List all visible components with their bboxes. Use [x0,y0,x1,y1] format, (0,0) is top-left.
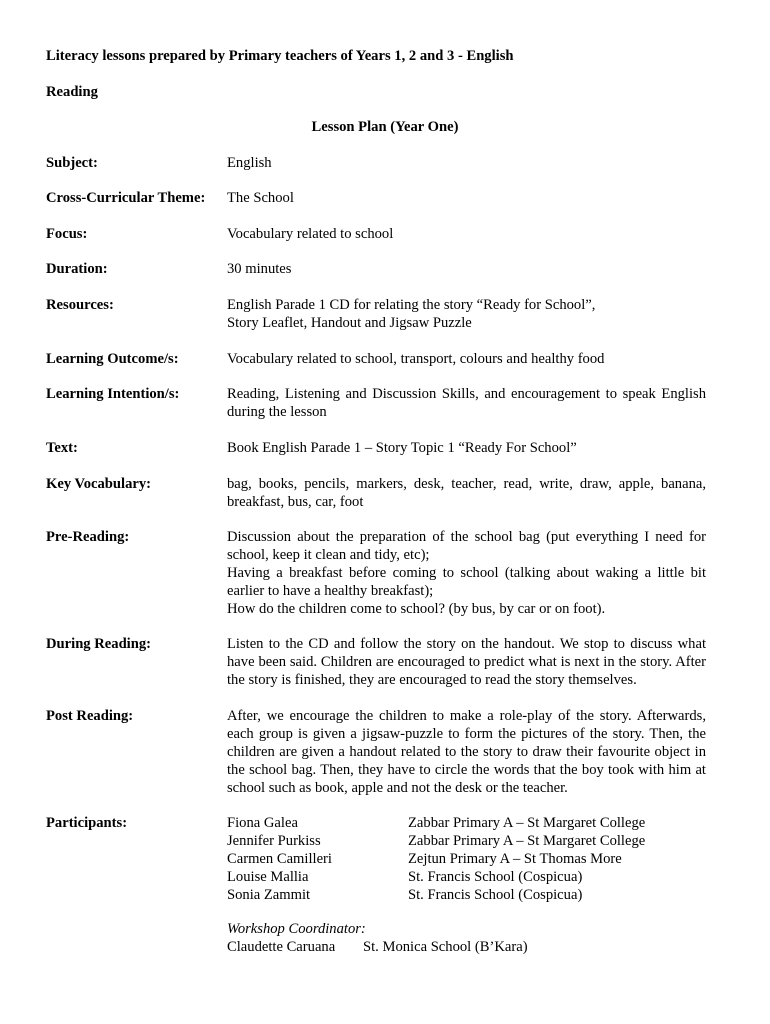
field-value: Vocabulary related to school, transport, colours and healthy food [227,351,605,367]
participant-school: St. Francis School (Cospicua) [408,869,583,885]
participant-name: Louise Mallia [227,869,309,885]
coordinator-name: Claudette Caruana [227,939,336,955]
field-label: During Reading: [46,636,152,652]
lesson-plan-title: Lesson Plan (Year One) [311,119,459,135]
field-value: 30 minutes [227,261,292,277]
field-value: Book English Parade 1 – Story Topic 1 “Ready For School” [227,440,577,456]
coordinator-row [227,938,707,956]
participant-row [227,868,707,886]
field-value [227,528,706,618]
participant-school: Zabbar Primary A – St Margaret College [408,815,646,831]
workshop-coordinator [227,920,707,956]
participant-school: Zabbar Primary A – St Margaret College [408,833,646,849]
field-label: Cross-Curricular Theme: [46,190,206,206]
field-label: Focus: [46,226,88,242]
participant-school: Zejtun Primary A – St Thomas More [408,851,622,867]
resources-line: Story Leaflet, Handout and Jigsaw Puzzle [227,315,472,331]
field-label: Learning Outcome/s: [46,351,179,367]
field-label: Learning Intention/s: [46,386,180,402]
field-label: Key Vocabulary: [46,476,151,492]
participant-name: Sonia Zammit [227,887,311,903]
field-label: Participants: [46,815,128,831]
participants-list [227,814,707,904]
participant-row [227,886,707,904]
participant-name: Carmen Camilleri [227,851,332,867]
participant-name: Fiona Galea [227,815,298,831]
field-value: Vocabulary related to school [227,226,394,242]
field-value: Reading, Listening and Discussion Skills, and encouragement to speak English during the lesson [227,386,706,420]
field-value: The School [227,190,294,206]
participant-row [227,814,707,832]
resources-line: English Parade 1 CD for relating the story “Ready for School”, [227,297,596,313]
participant-school: St. Francis School (Cospicua) [408,887,583,903]
field-value: Listen to the CD and follow the story on the handout. We stop to discuss what have been said. Children are encouraged to predict what is next in the story. After the story is finished, they are encouraged to read the story themselves. [227,636,706,688]
field-label: Post Reading: [46,708,134,724]
field-label: Pre-Reading: [46,529,130,545]
field-label: Duration: [46,261,108,277]
field-value: bag, books, pencils, markers, desk, teacher, read, write, draw, apple, banana, breakfast, bus, car, foot [227,476,706,510]
field-value [227,296,706,332]
pre-reading-line: Discussion about the preparation of the school bag (put everything I need for school, keep it clean and tidy, etc); [227,529,706,563]
participant-name: Jennifer Purkiss [227,833,321,849]
coordinator-school: St. Monica School (B’Kara) [363,939,528,955]
document-title: Literacy lessons prepared by Primary teachers of Years 1, 2 and 3 - English [46,48,514,64]
field-label: Resources: [46,297,114,313]
participant-row [227,850,707,868]
field-value: After, we encourage the children to make a role-play of the story. Afterwards, each group is given a jigsaw-puzzle to form the pictures of the story. Then, the children are given a handout related to the story to draw their favourite object in the school bag. Then, they have to circle the words that the boy took with him at school such as book, apple and not the desk or the teacher. [227,708,706,796]
participant-row [227,832,707,850]
field-value: English [227,155,272,171]
field-label: Text: [46,440,78,456]
section-heading: Reading [46,84,98,100]
coordinator-label: Workshop Coordinator: [227,921,366,937]
field-label: Subject: [46,155,98,171]
pre-reading-line: How do the children come to school? (by bus, by car or on foot). [227,601,606,617]
pre-reading-line: Having a breakfast before coming to school (talking about waking a little bit earlier to have a healthy breakfast); [227,565,706,599]
